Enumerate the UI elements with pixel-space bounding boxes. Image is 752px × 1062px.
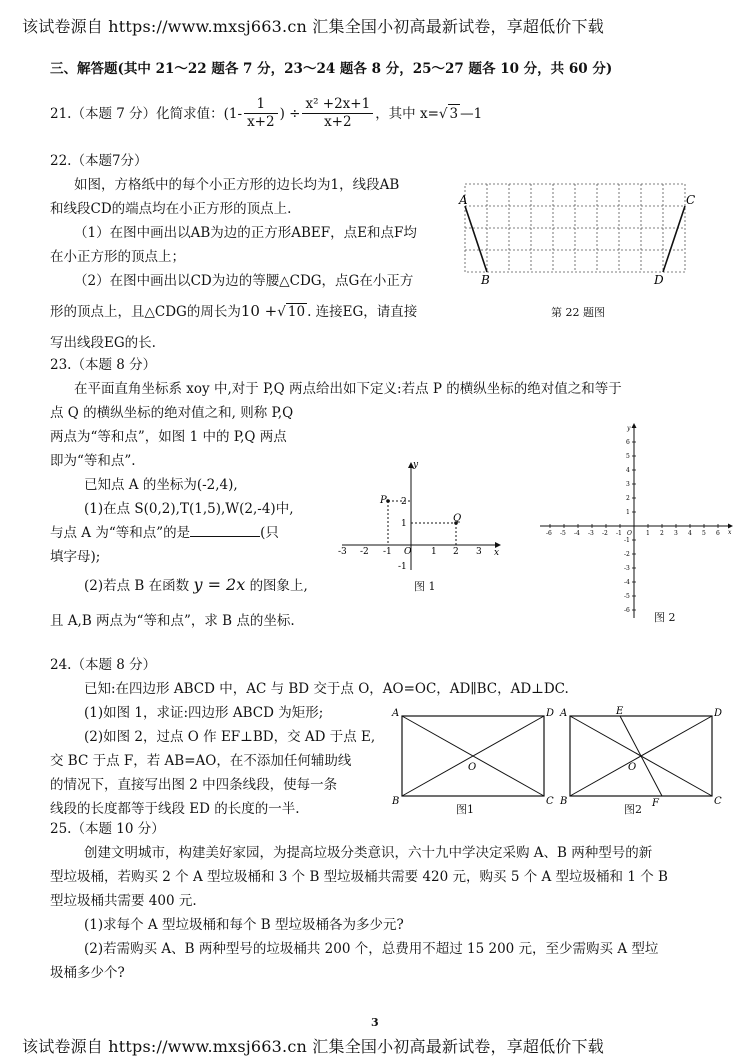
q22-line-6-sqrt: 10: [287, 304, 306, 320]
q22-line-3: （1）在图中画出以AB为边的正方形ABEF，点E和点F均: [74, 225, 417, 241]
q24-line-1: 已知:在四边形 ABCD 中，AC 与 BD 交于点 O，AO=OC，AD∥BC，AD⊥DC.: [84, 681, 569, 697]
fig1-tick-x: 2: [453, 547, 459, 557]
fig1-label-a: A: [392, 708, 400, 719]
fig1-label-y: y: [413, 460, 419, 470]
page-number: 3: [371, 1016, 379, 1029]
fig2-label-a: A: [560, 708, 568, 719]
q25-line-5: (2)若需购买 A、B 两种型号的垃圾桶共 200 个，总费用不超过 15 200 元，至少需购买 A 型垃: [84, 941, 659, 957]
q23-line-3: 两点为“等和点”，如图 1 中的 P,Q 两点: [50, 429, 287, 445]
fig2-tick-x: -1: [616, 530, 622, 537]
q21-suffix-b: —1: [460, 105, 483, 122]
q23-line-8: 填字母);: [50, 549, 101, 565]
fig2-tick-y: -6: [624, 607, 630, 614]
q22-label-d: D: [654, 273, 664, 287]
fig2-tick-x: 6: [716, 530, 720, 537]
q22-grid-figure: [455, 180, 695, 290]
top-banner: 该试卷源自 https://www.mxsj663.cn 汇集全国小初高最新试卷，享超低价下载: [22, 17, 604, 36]
fig2-tick-x: -5: [560, 530, 566, 537]
fig1-label-c: C: [546, 796, 554, 807]
fig2-label-y: y: [627, 425, 631, 432]
q21-fraction-2: [302, 96, 373, 131]
q23-line-7a: 与点 A 为“等和点”的是: [50, 525, 191, 541]
q22-label-a: A: [459, 193, 468, 207]
fig2-tick-x: 1: [646, 530, 650, 537]
q21-frac1-denominator: x+2: [247, 114, 275, 130]
q23-line-7: [50, 524, 279, 542]
q25-line-1: 创建文明城市，构建美好家园，为提高垃圾分类意识，六十九中学决定采购 A、B 两种型号的新: [84, 845, 653, 861]
q24-head: 24.（本题 8 分）: [50, 657, 157, 673]
fig2-tick-y: 1: [626, 509, 630, 516]
section-title: 三、解答题(其中 21～22 题各 7 分，23～24 题各 8 分，25～27 题各 10 分，共 60 分): [50, 61, 613, 77]
q21-fraction-1: [244, 96, 278, 131]
fig2-tick-y: 5: [626, 453, 630, 460]
fig2-tick-x: 4: [688, 530, 692, 537]
fig2-tick-y: 4: [626, 467, 630, 474]
q22-line-1: 如图，方格纸中的每个小正方形的边长均为1，线段AB: [74, 177, 400, 193]
fig1-label-q: Q: [453, 513, 462, 524]
fig2-tick-x: 2: [660, 530, 664, 537]
q25-head: 25.（本题 10 分）: [50, 821, 165, 837]
fig2-label-e: E: [616, 706, 624, 717]
segment-ab: [465, 206, 487, 272]
q22-line-6: [50, 302, 417, 321]
q21-mid: ) ÷: [279, 105, 301, 122]
fig2-tick-x: -6: [546, 530, 552, 537]
q23-figure-2: [538, 422, 738, 622]
q23-line-10: 且 A,B 两点为“等和点”，求 B 点的坐标.: [50, 613, 295, 629]
q23-line-9: [84, 576, 308, 595]
q23-line-9c: 的图象上,: [249, 578, 308, 594]
fig2-label-d: D: [714, 708, 723, 719]
question-21: [50, 96, 482, 131]
q23-line-9a: (2)若点 B 在函数: [84, 578, 190, 594]
segment-ef: [620, 716, 662, 796]
fig2-tick-y: -1: [624, 537, 630, 544]
fig2-tick-y: -2: [624, 551, 630, 558]
fig1-label-b: B: [392, 796, 400, 807]
fig1-tick-x: 1: [431, 547, 437, 557]
fig2-label-x: x: [728, 529, 732, 536]
q22-line-6a: 形的顶点上，且△CDG的周长为: [50, 304, 241, 320]
point-p: [386, 499, 390, 503]
fig2-tick-y: -5: [624, 593, 630, 600]
fig1-label-p: P: [380, 495, 387, 506]
fig1-tick-x: O: [404, 547, 412, 557]
q21-sqrt-value: 3: [449, 106, 459, 122]
sqrt-icon: √: [438, 105, 448, 122]
fig2-tick-y: 2: [626, 495, 630, 502]
q24-line-6: 线段的长度都等于线段 ED 的长度的一半.: [50, 801, 300, 817]
q24-figure-2: [558, 706, 723, 809]
q22-label-b: B: [481, 273, 490, 287]
fig2-tick-x: -4: [574, 530, 580, 537]
fig2-tick-x: -2: [602, 530, 608, 537]
fig2-label-f: F: [652, 798, 659, 809]
fig2-label-c: C: [714, 796, 722, 807]
q23-line-6: (1)在点 S(0,2),T(1,5),W(2,-4)中,: [84, 501, 294, 517]
q22-figure-caption: 第 22 题图: [551, 306, 605, 319]
fig1-tick-x: 3: [476, 547, 482, 557]
q21-frac1-numerator: 1: [244, 96, 278, 114]
q21-frac2-numerator: x² +2x+1: [302, 96, 373, 114]
segment-cd: [663, 206, 685, 272]
q22-line-6c: . 连接EG，请直接: [307, 304, 418, 320]
fig2-tick-x: -3: [588, 530, 594, 537]
q24-line-5: 的情况下，直接写出图 2 中四条线段，使每一条: [50, 777, 338, 793]
q24-fig2-caption: 图2: [624, 803, 642, 816]
q23-fig2-caption: 图 2: [654, 611, 676, 624]
fig2-tick-y: 6: [626, 439, 630, 446]
q22-head: 22.（本题7分）: [50, 153, 148, 169]
q22-line-7: 写出线段EG的长.: [50, 335, 156, 351]
fig2-label-b: B: [560, 796, 568, 807]
fig1-label-d: D: [546, 708, 555, 719]
q23-line-9b: y = 2x: [193, 575, 246, 594]
q23-line-4: 即为“等和点”.: [50, 453, 136, 469]
fig1-tick-y: 1: [401, 519, 407, 529]
q23-line-2: 点 Q 的横纵坐标的绝对值之和, 则称 P,Q: [50, 405, 294, 421]
q23-line-1: 在平面直角坐标系 xoy 中,对于 P,Q 两点给出如下定义:若点 P 的横纵坐标的绝对值之和等于: [74, 381, 622, 397]
q21-suffix-a: ，其中 x=: [375, 105, 439, 122]
q23-head: 23.（本题 8 分）: [50, 357, 157, 373]
fig2-tick-x: O: [627, 530, 632, 537]
fig2-tick-y: -4: [624, 579, 630, 586]
q24-figure-1: [390, 706, 555, 808]
q21-frac2-denominator: x+2: [324, 114, 352, 130]
q22-label-c: C: [686, 193, 696, 207]
q21-prefix: 21.（本题 7 分）化简求值：(1-: [50, 105, 243, 122]
q23-figure-1: [338, 455, 508, 575]
q23-line-5: 已知点 A 的坐标为(-2,4),: [84, 477, 238, 493]
bottom-banner: 该试卷源自 https://www.mxsj663.cn 汇集全国小初高最新试卷，享超低价下载: [22, 1037, 604, 1056]
fig1-label-o: O: [468, 762, 477, 773]
q24-line-3: (2)如图 2，过点 O 作 EF⊥BD，交 AD 于点 E,: [84, 729, 376, 745]
fig2-tick-y: -3: [624, 565, 630, 572]
fig1-tick-x: -2: [360, 547, 369, 557]
q25-line-2: 型垃圾桶，若购买 2 个 A 型垃圾桶和 3 个 B 型垃圾桶共需要 420 元，购买 5 个 A 型垃圾桶和 1 个 B: [50, 869, 668, 885]
fig1-tick-y: -1: [398, 562, 407, 572]
fig1-tick-y: 2: [401, 497, 407, 507]
fig1-tick-x: -1: [383, 547, 392, 557]
q24-line-4: 交 BC 于点 F，若 AB=AO，在不添加任何辅助线: [50, 753, 352, 769]
q22-line-6b: 10 +: [240, 302, 278, 320]
q22-line-5: （2）在图中画出以CD为边的等腰△CDG，点G在小正方: [74, 273, 414, 289]
fig2-label-o: O: [628, 762, 637, 773]
q24-line-2: (1)如图 1，求证:四边形 ABCD 为矩形;: [84, 705, 324, 721]
q22-line-4: 在小正方形的顶点上；: [50, 249, 185, 265]
fig2-tick-x: 5: [702, 530, 706, 537]
fig2-tick-x: 3: [674, 530, 678, 537]
q24-fig1-caption: 图1: [456, 803, 474, 816]
q25-line-4: (1)求每个 A 型垃圾桶和每个 B 型垃圾桶各为多少元?: [84, 917, 404, 933]
q25-line-3: 型垃圾桶共需要 400 元.: [50, 893, 197, 909]
q22-line-2: 和线段CD的端点均在小正方形的顶点上.: [50, 201, 292, 217]
q23-fig1-caption: 图 1: [414, 580, 436, 593]
q25-line-6: 圾桶多少个?: [50, 965, 125, 981]
fig2-tick-y: 3: [626, 481, 630, 488]
q23-line-7b: (只: [260, 525, 279, 541]
sqrt-icon: √: [277, 304, 286, 320]
fig1-label-x: x: [494, 548, 500, 558]
answer-blank: [190, 524, 260, 537]
fig1-tick-x: -3: [338, 547, 347, 557]
